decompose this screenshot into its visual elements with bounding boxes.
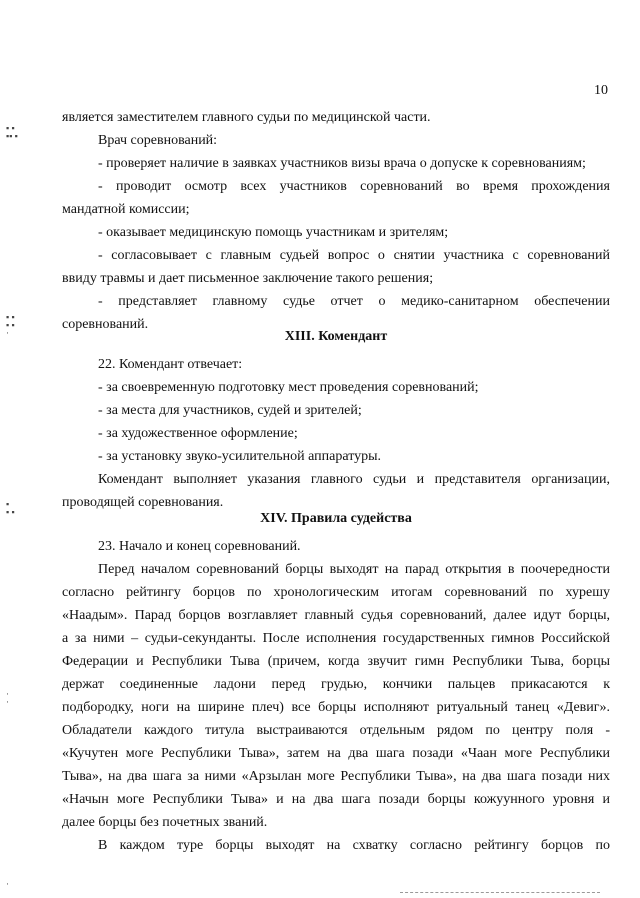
scan-speck: · [6, 879, 9, 889]
text-line: «Кучутен моге Республики Тыва», затем на два шага позади «Чаан моге Республики [62, 746, 610, 761]
text-line: Тыва», на два шага за ними «Арзылан моге Республики Тыва», на два шага позади них [62, 769, 610, 784]
text-line: - за художественное оформление; [98, 426, 298, 441]
text-line: Врач соревнований: [98, 133, 218, 148]
scan-speck: ▪ ▪ ▪▪ ▪ [6, 123, 18, 141]
text-line: В каждом туре борцы выходят на схватку согласно рейтингу борцов по [98, 838, 610, 853]
text-line: - проверяет наличие в заявках участников визы врача о допуске к соревнованиям; [98, 156, 586, 171]
text-line: - за установку звуко-усилительной аппаратуры. [98, 449, 382, 464]
scan-edge-rule [400, 892, 600, 893]
text-line: подбородку, ноги на ширине плеч) все борцы исполняют ритуальный танец «Девиг». [62, 700, 610, 715]
text-line: соревнований. [62, 317, 149, 332]
text-line: ввиду травмы и дает письменное заключение такого решения; [62, 271, 434, 286]
page-number: 10 [594, 83, 608, 98]
scan-speck: ▪ ▪ ▪ ▪ · [6, 312, 15, 338]
text-line: 23. Начало и конец соревнований. [98, 539, 301, 554]
section-heading: XIV. Правила судейства [260, 511, 412, 526]
text-line: а за ними – судьи-секунданты. После исполнения государственных гимнов Российской [62, 631, 610, 646]
text-line: «Наадым». Парад борцов возглавляет главный судья соревнований, далее идут борцы, [62, 608, 610, 623]
text-line: является заместителем главного судьи по медицинской части. [62, 110, 431, 125]
text-line: - проводит осмотр всех участников соревнований во время прохождения [98, 179, 610, 194]
text-line: согласно рейтингу борцов по хронологическим итогам соревнований по хурешу [62, 585, 610, 600]
text-line: - согласовывает с главным судьей вопрос о снятии участника с соревнований [98, 248, 610, 263]
text-line: - за места для участников, судей и зрителей; [98, 403, 362, 418]
section-heading: XIII. Комендант [284, 329, 388, 344]
text-line: держат соединенные ладони перед грудью, кончики пальцев прикасаются к [62, 677, 610, 692]
text-line: Обладатели каждого титула выстраиваются отдельным рядом по центру поля - [62, 723, 610, 738]
text-line: мандатной комиссии; [62, 202, 190, 217]
text-line: - оказывает медицинскую помощь участникам и зрителям; [98, 225, 449, 240]
text-line: 22. Комендант отвечает: [98, 357, 243, 372]
text-line: - за своевременную подготовку мест проведения соревнований; [98, 380, 479, 395]
scan-speck: · · [6, 689, 9, 707]
text-line: Перед началом соревнований борцы выходят на парад открытия в поочередности [98, 562, 610, 577]
scan-speck: ▪ ▪ ▪ [6, 499, 15, 517]
text-line: - представляет главному судье отчет о медико-санитарном обеспечении [98, 294, 610, 309]
text-line: далее борцы без почетных званий. [62, 815, 268, 830]
text-line: «Начын моге Республики Тыва» и на два шага позади борцы кожуунного уровня и [62, 792, 610, 807]
text-line: Федерации и Республики Тыва (причем, когда звучит гимн Республики Тыва, борцы [62, 654, 610, 669]
text-line: проводящей соревнования. [62, 495, 224, 510]
text-line: Комендант выполняет указания главного судьи и представителя организации, [98, 472, 610, 487]
